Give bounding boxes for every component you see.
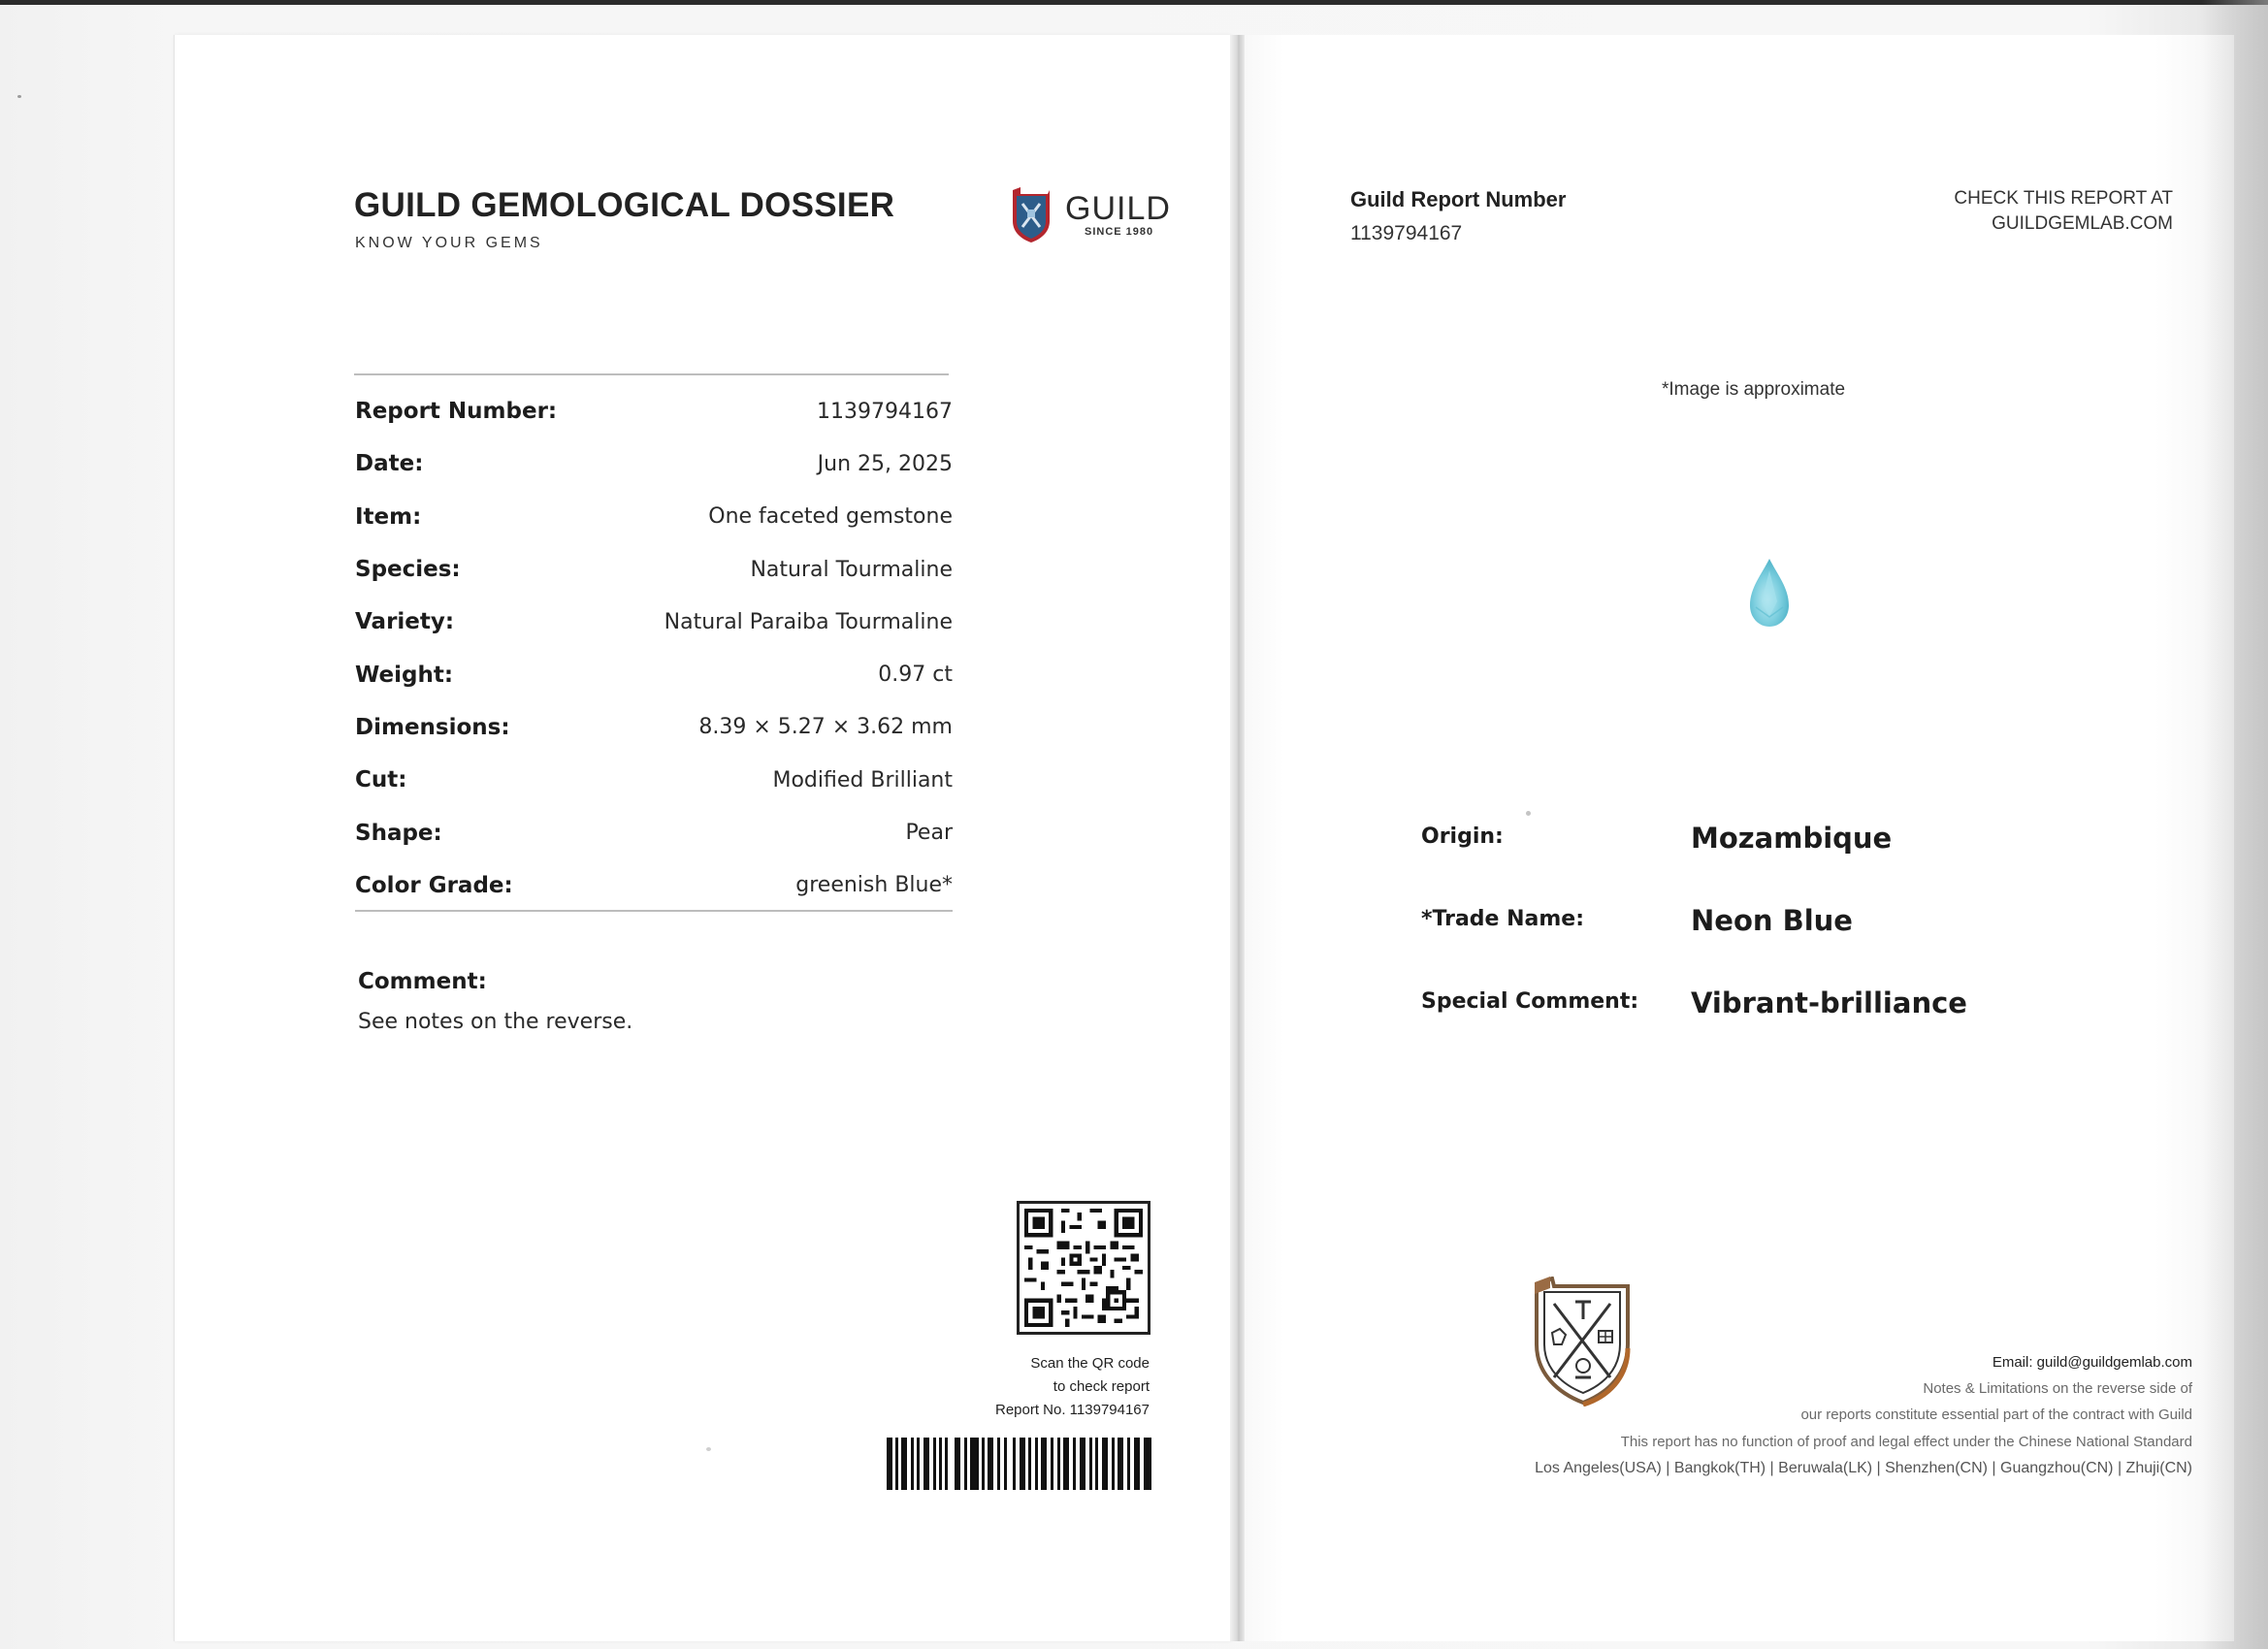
detail-row [355,859,953,912]
origin-value: Mozambique [1691,822,1893,855]
footer-note-line: our reports constitute essential part of the contract with Guild [1800,1406,2192,1423]
trade-name-value: Neon Blue [1691,904,1853,937]
detail-label: Date: [355,451,424,477]
detail-row [355,806,953,858]
detail-row [355,754,953,806]
special-comment-label: Special Comment: [1421,989,1639,1014]
detail-value: Natural Paraiba Tourmaline [664,609,953,634]
booklet-fold [1230,35,1246,1641]
check-report-line: CHECK THIS REPORT AT [1954,188,2173,209]
detail-label: Color Grade: [355,872,513,898]
detail-row [355,701,953,754]
detail-label: Weight: [355,662,454,688]
detail-row [355,437,953,490]
qr-caption-line: Report No. 1139794167 [994,1402,1150,1418]
scan-speck [1526,811,1531,816]
detail-label: Cut: [355,767,407,793]
comment-label: Comment: [358,969,487,994]
qr-caption [995,1352,1150,1422]
details-bottom-rule [355,910,953,912]
guild-crest-icon [1531,1277,1636,1406]
report-number-value: 1139794167 [1350,222,1463,244]
footer-note-line: This report has no function of proof and legal effect under the Chinese National Standard [1620,1434,2192,1450]
detail-value: 8.39 × 5.27 × 3.62 mm [698,715,953,740]
qr-caption-line: to check report [1053,1378,1150,1395]
scan-speck [706,1447,711,1451]
detail-value: 1139794167 [817,399,953,424]
barcode-icon [887,1438,1151,1490]
detail-label: Item: [355,503,422,530]
report-number-label: Guild Report Number [1350,187,1567,211]
special-comment-value: Vibrant-brilliance [1691,986,1967,1019]
detail-row [355,543,953,596]
dossier-tagline: KNOW YOUR GEMS [355,235,543,251]
detail-value: 0.97 ct [878,663,953,688]
detail-label: Species: [355,557,461,583]
detail-label: Shape: [355,820,442,846]
detail-value: Natural Tourmaline [750,557,953,582]
detail-row [355,491,953,543]
qr-pattern [1024,1209,1143,1327]
detail-row [355,648,953,700]
footer-note-line: Notes & Limitations on the reverse side of [1923,1380,2192,1397]
origin-label: Origin: [1421,824,1504,849]
pear-gemstone-icon [1746,557,1793,629]
scan-speck [17,95,21,98]
detail-value: Jun 25, 2025 [817,451,953,476]
footer-email[interactable]: Email: guild@guildgemlab.com [1992,1354,2192,1371]
qr-code-icon[interactable] [1017,1201,1150,1335]
page-shadow [2202,0,2268,1649]
detail-value: One faceted gemstone [708,504,953,530]
image-approximate-note: *Image is approximate [1662,379,1846,400]
trade-name-label: *Trade Name: [1421,907,1585,931]
details-table [355,385,953,912]
detail-label: Variety: [355,609,455,635]
guild-logo-since: SINCE 1980 [1085,226,1154,238]
detail-row [355,596,953,648]
check-report-url[interactable]: GUILDGEMLAB.COM [1992,213,2173,234]
comment-text: See notes on the reverse. [358,1010,633,1034]
detail-row [355,385,953,437]
detail-value: greenish Blue* [795,873,953,898]
dossier-title: GUILD GEMOLOGICAL DOSSIER [354,186,895,224]
detail-value: Pear [905,821,953,846]
footer-locations: Los Angeles(USA) | Bangkok(TH) | Beruwala(LK) | Shenzhen(CN) | Guangzhou(CN) | Zhuji(CN) [1535,1460,2192,1476]
detail-label: Report Number: [355,399,558,425]
detail-value: Modified Brilliant [772,767,953,792]
detail-label: Dimensions: [355,714,510,740]
details-top-rule [354,373,949,375]
guild-logo-word: GUILD [1065,190,1171,227]
guild-shield-logo-icon [1009,186,1053,244]
qr-caption-line: Scan the QR code [1030,1355,1150,1372]
